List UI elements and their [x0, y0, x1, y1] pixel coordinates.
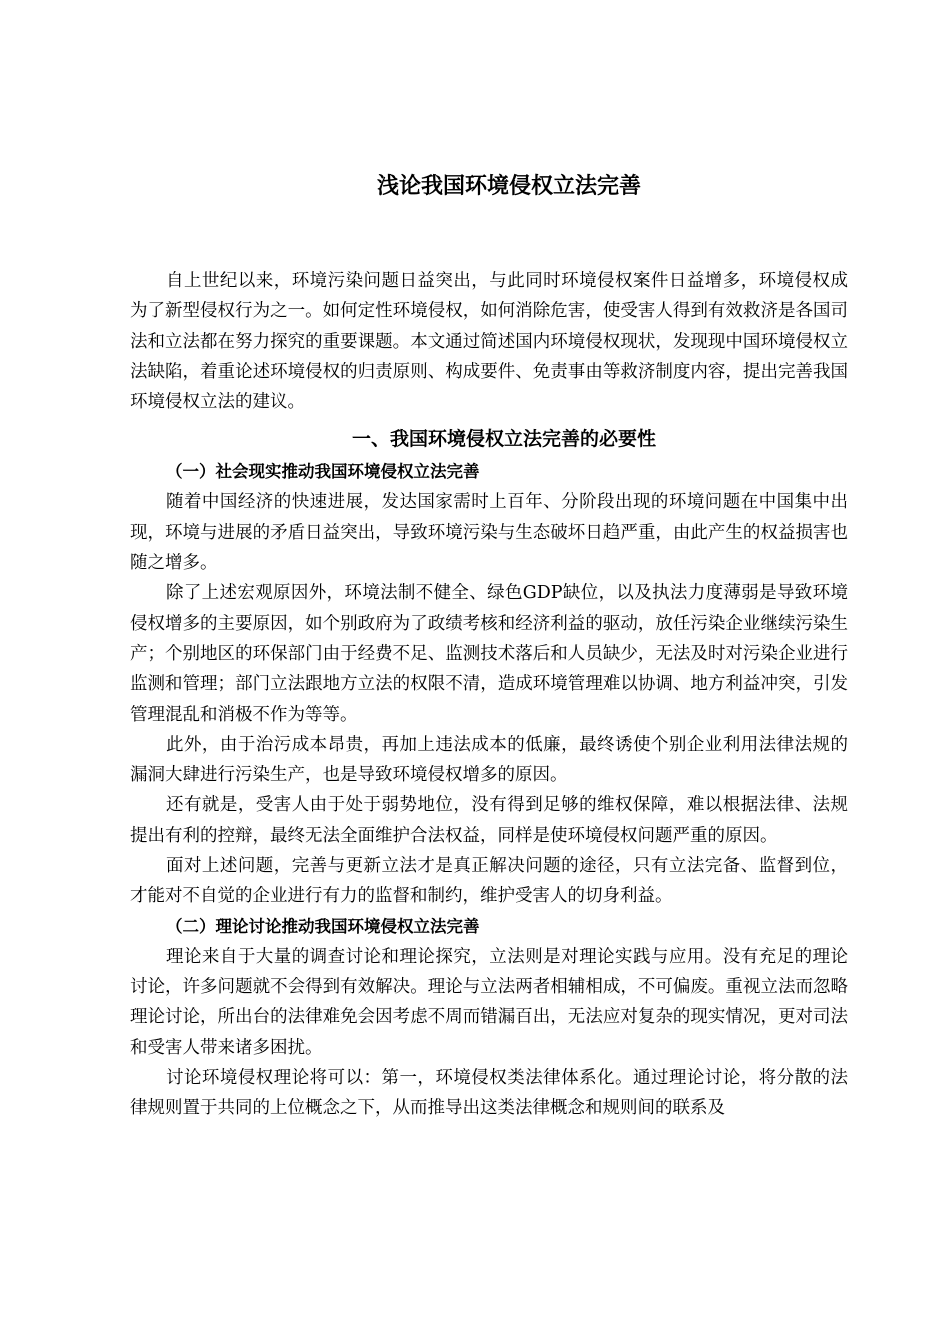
- document-title: 浅论我国环境侵权立法完善: [376, 174, 641, 199]
- body-paragraph: 面对上述问题，完善与更新立法才是真正解决问题的途径，只有立法完备、监督到位，才能对不自觉的企业进行有力的监督和制约，维护受害人的切身利益。: [130, 856, 848, 907]
- body-paragraph: 讨论环境侵权理论将可以：第一，环境侵权类法律体系化。通过理论讨论，将分散的法律规则置于共同的上位概念之下，从而推导出这类法律概念和规则间的联系及: [130, 1067, 848, 1119]
- body-paragraph: 理论来自于大量的调查讨论和理论探究，立法则是对理论实践与应用。没有充足的理论讨论，许多问题就不会得到有效解决。理论与立法两者相辅相成，不可偏废。重视立法而忽略理论讨论，所出台的法律难免会因考虑不周而错漏百出，无法应对复杂的现实情况，更对司法和受害人带来诸多困扰。: [130, 946, 848, 1058]
- subsection-heading-1: （一）社会现实推动我国环境侵权立法完善: [166, 462, 480, 482]
- title-spacer: [130, 204, 848, 266]
- body-paragraph: 除了上述宏观原因外，环境法制不健全、绿色GDP缺位，以及执法力度薄弱是导致环境侵权增多的主要原因，如个别政府为了政绩考核和经济利益的驱动，放任污染企业继续污染生产；个别地区的环保部门由于经费不足、监测技术落后和人员缺少，无法及时对污染企业进行监测和管理；部门立法跟地方立法的权限不清，造成环境管理难以协调、地方利益冲突，引发管理混乱和消极不作为等等。: [130, 583, 848, 725]
- section-heading-1: 一、我国环境侵权立法完善的必要性: [351, 428, 656, 451]
- body-paragraph: 随着中国经济的快速进展，发达国家需时上百年、分阶段出现的环境问题在中国集中出现，环境与进展的矛盾日益突出，导致环境污染与生态破坏日趋严重，由此产生的权益损害也随之增多。: [130, 492, 848, 574]
- body-paragraph: 此外，由于治污成本昂贵，再加上违法成本的低廉，最终诱使个别企业利用法律法规的漏洞大肆进行污染生产，也是导致环境侵权增多的原因。: [130, 734, 848, 786]
- document-body: [130, 170, 848, 1123]
- abstract-paragraph: 自上世纪以来，环境污染问题日益突出，与此同时环境侵权案件日益增多，环境侵权成为了新型侵权行为之一。如何定性环境侵权，如何消除危害，使受害人得到有效救济是各国司法和立法都在努力探究的重要课题。本文通过简述国内环境侵权现状，发现现中国环境侵权立法缺陷，着重论述环境侵权的归责原则、构成要件、免责事由等救济制度内容，提出完善我国环境侵权立法的建议。: [130, 271, 848, 413]
- subsection-heading-2: （二）理论讨论推动我国环境侵权立法完善: [166, 916, 480, 936]
- body-paragraph: 还有就是，受害人由于处于弱势地位，没有得到足够的维权保障，难以根据法律、法规提出有利的控辩，最终无法全面维护合法权益，同样是使环境侵权问题严重的原因。: [130, 795, 848, 846]
